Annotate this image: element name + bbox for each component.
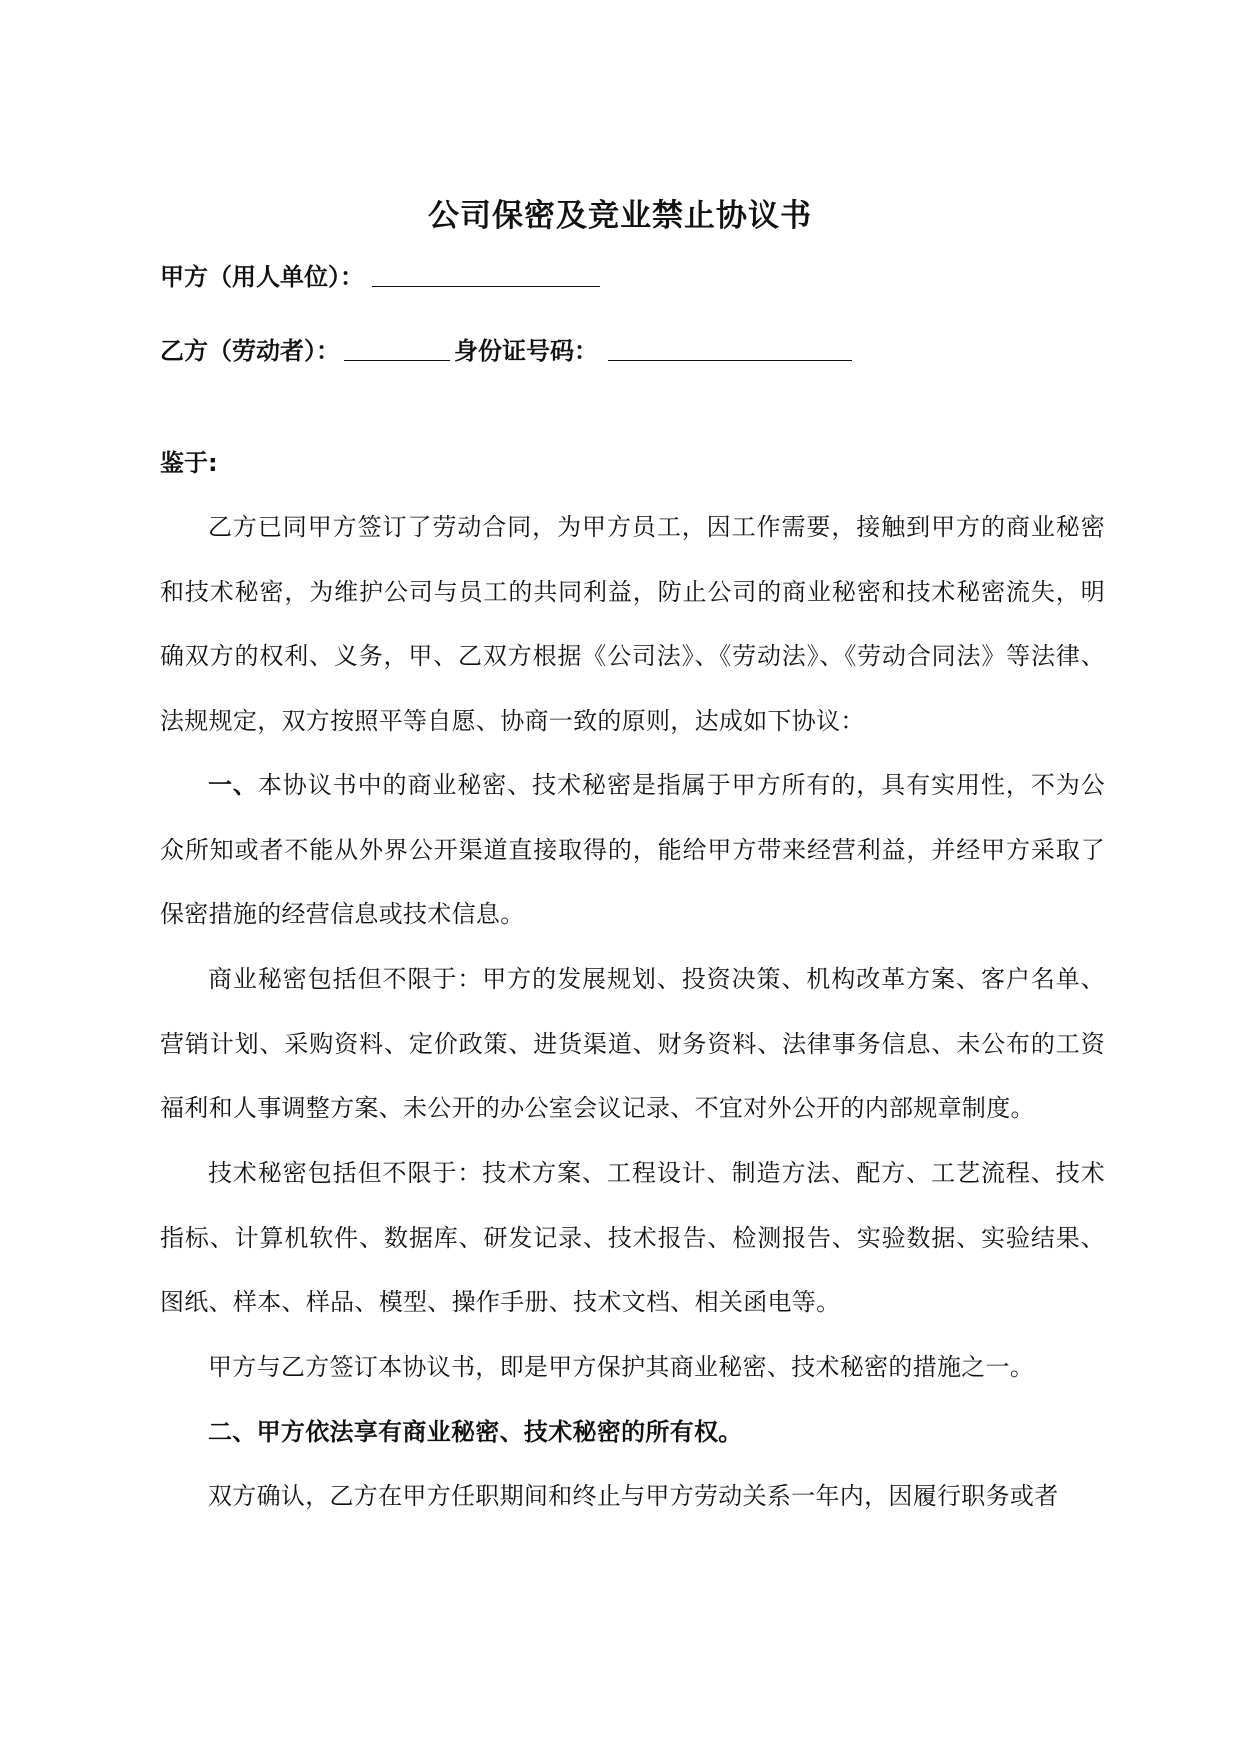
party-b-label: 乙方（劳动者）： xyxy=(160,337,340,365)
technical-secrets-paragraph: 技术秘密包括但不限于：技术方案、工程设计、制造方法、配方、工艺流程、技术指标、计算机软件、数据库、研发记录、技术报告、检测报告、实验数据、实验结果、图纸、样本、样品、模型、操作手册、技术文档、相关函电等。 xyxy=(160,1159,1105,1317)
measure-paragraph: 甲方与乙方签订本协议书，即是甲方保护其商业秘密、技术秘密的措施之一。 xyxy=(208,1353,1035,1381)
preamble-paragraph: 乙方已同甲方签订了劳动合同，为甲方员工，因工作需要，接触到甲方的商业秘密和技术秘密，为维护公司与员工的共同利益，防止公司的商业秘密和技术秘密流失，明确双方的权利、义务，甲、乙双方根据《公司法》、《劳动法》、《劳动合同法》等法律、法规规定，双方按照平等自愿、协商一致的原则，达成如下协议： xyxy=(160,513,1105,735)
business-secrets-paragraph: 商业秘密包括但不限于：甲方的发展规划、投资决策、机构改革方案、客户名单、营销计划、采购资料、定价政策、进货渠道、财务资料、法律事务信息、未公布的工资福利和人事调整方案、未公开的办公室会议记录、不宜对外公开的内部规章制度。 xyxy=(160,965,1105,1123)
party-a-blank[interactable] xyxy=(372,258,600,287)
document-title: 公司保密及竞业禁止协议书 xyxy=(428,198,812,234)
id-number-label: 身份证号码： xyxy=(454,337,598,365)
clause-1-paragraph xyxy=(160,753,1105,947)
clause-2-paragraph: 双方确认，乙方在甲方任职期间和终止与甲方劳动关系一年内，因履行职务或者 xyxy=(208,1482,1059,1510)
id-number-blank[interactable] xyxy=(608,332,852,361)
party-b-line xyxy=(160,330,852,368)
party-a-label: 甲方（用人单位）： xyxy=(160,263,364,291)
whereas-heading: 鉴于: xyxy=(160,449,218,477)
clause-1-marker: 一、 xyxy=(208,771,258,799)
clause-2-heading: 二、甲方依法享有商业秘密、技术秘密的所有权。 xyxy=(208,1418,743,1446)
clause-1-text: 本协议书中的商业秘密、技术秘密是指属于甲方所有的，具有实用性，不为公众所知或者不能从外界公开渠道直接取得的，能给甲方带来经营利益，并经甲方采取了保密措施的经营信息或技术信息。 xyxy=(160,771,1105,929)
party-b-blank[interactable] xyxy=(344,332,450,361)
party-a-line xyxy=(160,256,600,294)
